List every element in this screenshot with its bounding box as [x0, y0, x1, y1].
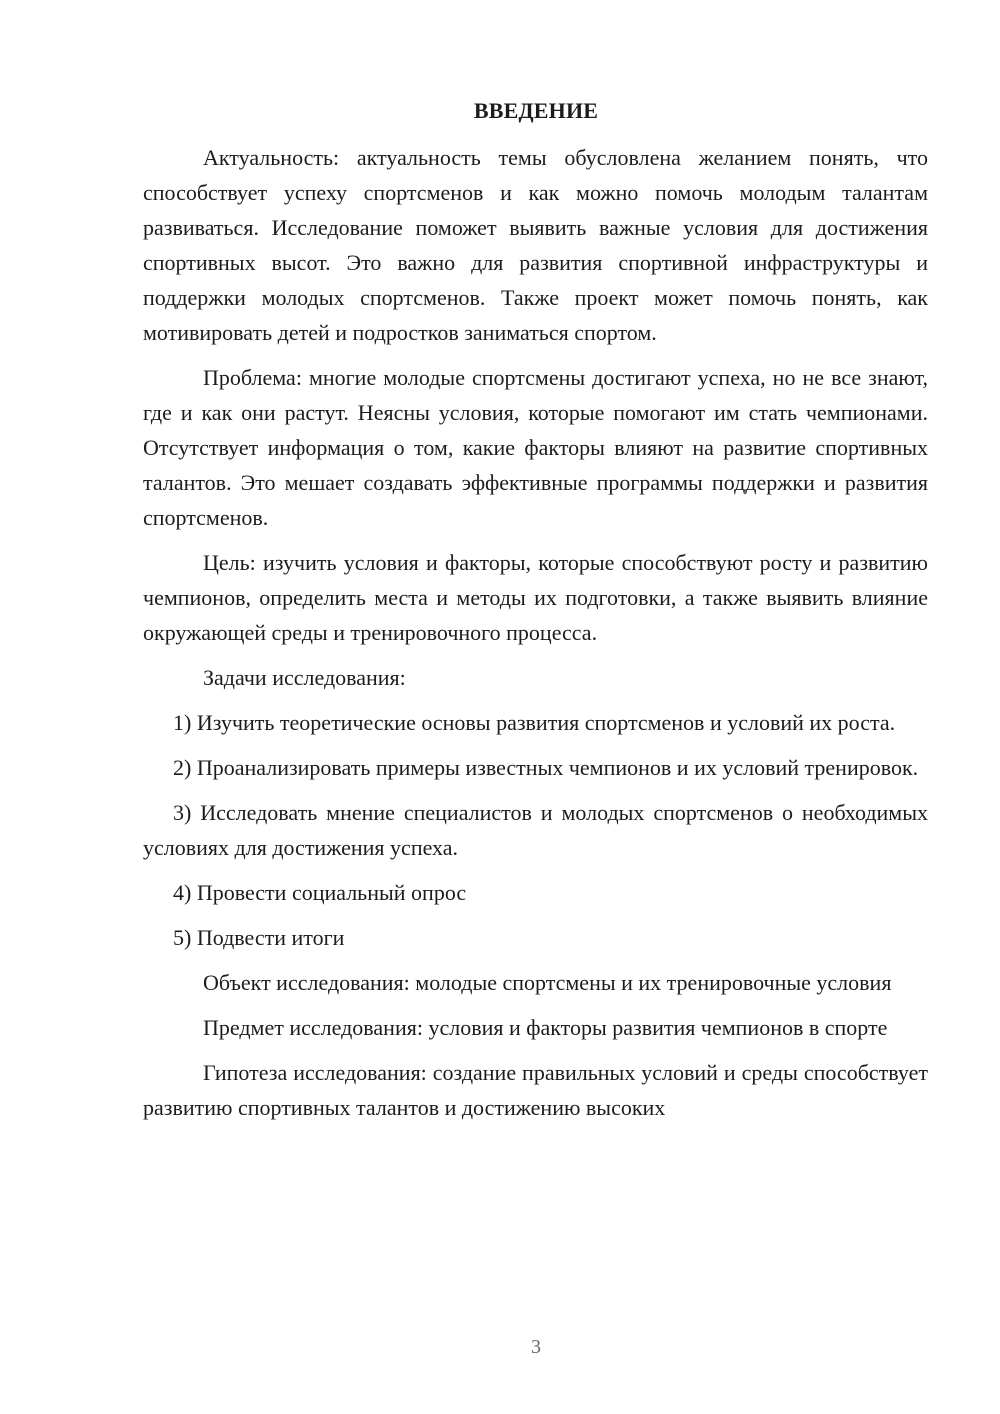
task-item-5: 5) Подвести итоги	[173, 925, 345, 950]
page-title: ВВЕДЕНИЕ	[473, 98, 599, 123]
paragraph-problem: Проблема: многие молодые спортсмены достигают успеха, но не все знают, где и как они растут. Неясны условия, которые помогают им стать чемпионами. Отсутствует информация о том, какие факторы влияют на развитие спортивных талантов. Это мешает создавать эффективные программы поддержки и развития спортсменов.	[143, 365, 928, 530]
paragraph-relevance: Актуальность: актуальность темы обусловлена желанием понять, что способствует успеху спортсменов и как можно помочь молодым талантам развиваться. Исследование поможет выявить важные условия для достижения спортивных высот. Это важно для развития спортивной инфраструктуры и поддержки молодых спортсменов. Также проект может помочь понять, как мотивировать детей и подростков заниматься спортом.	[143, 145, 928, 345]
task-item-3: 3) Исследовать мнение специалистов и молодых спортсменов о необходимых условиях для достижения успеха.	[143, 800, 928, 860]
paragraph-object: Объект исследования: молодые спортсмены и их тренировочные условия	[203, 970, 892, 995]
paragraph-tasks-heading: Задачи исследования:	[203, 665, 406, 690]
page-number: 3	[531, 1336, 541, 1358]
task-item-4: 4) Провести социальный опрос	[173, 880, 467, 905]
paragraph-subject: Предмет исследования: условия и факторы развития чемпионов в спорте	[203, 1015, 888, 1040]
task-item-2: 2) Проанализировать примеры известных чемпионов и их условий тренировок.	[173, 755, 919, 780]
paragraph-hypothesis: Гипотеза исследования: создание правильных условий и среды способствует развитию спортивных талантов и достижению высоких	[143, 1060, 928, 1120]
body-text	[143, 140, 928, 1135]
task-item-1: 1) Изучить теоретические основы развития спортсменов и условий их роста.	[173, 710, 896, 735]
paragraph-goal: Цель: изучить условия и факторы, которые способствуют росту и развитию чемпионов, определить места и методы их подготовки, а также выявить влияние окружающей среды и тренировочного процесса.	[143, 550, 928, 645]
